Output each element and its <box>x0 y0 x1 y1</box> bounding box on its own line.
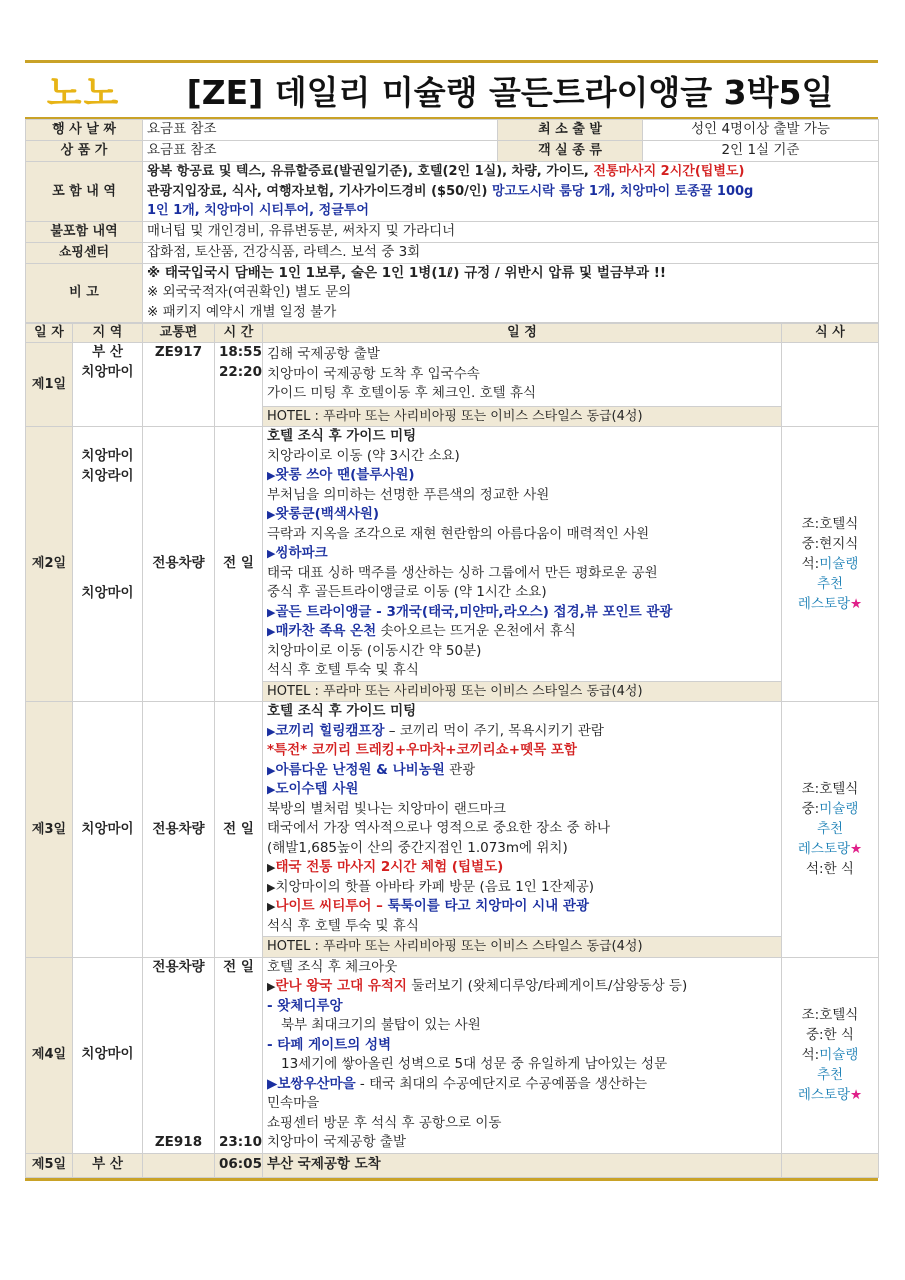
note-line-2: ※ 외국국적자(여권확인) 별도 문의 <box>147 284 352 300</box>
day4-meal-3: 석:미슐랭 <box>801 1047 859 1063</box>
day2-line-8: 태국 대표 싱하 맥주를 생산하는 싱하 그룹에서 만든 평화로운 공원 <box>267 564 658 581</box>
day3-meal <box>782 702 879 958</box>
day4-meal-5: 레스토랑★ <box>797 1087 863 1103</box>
day3-row <box>26 702 879 937</box>
day2-line-1: 호텔 조식 후 가이드 미팅 <box>267 428 417 444</box>
shopping-value: 잡화점, 토산품, 건강식품, 라텍스. 보석 중 3회 <box>143 242 879 263</box>
day1-region-1: 부 산 <box>92 344 123 360</box>
include-label: 포 함 내 역 <box>26 162 143 222</box>
day1-region <box>73 343 143 427</box>
day4-line-5: - 타페 게이트의 성벽 <box>267 1036 392 1053</box>
col-time: 시 간 <box>215 324 263 343</box>
day1-hotel: HOTEL : 푸라마 또는 사리비아핑 또는 이비스 스타일스 동급(4성) <box>263 406 782 427</box>
day5-label: 제5일 <box>26 1153 73 1177</box>
day3-line-4: ▶아름다운 난정원 & 나비농원 관광 <box>267 761 476 778</box>
day4-time-1: 전 일 <box>223 958 254 975</box>
day4-schedule <box>263 957 782 1153</box>
day4-line-2: ▶란나 왕국 고대 유적지 둘러보기 (왓체디루앙/타페게이트/삼왕동상 등) <box>267 978 688 994</box>
brand-logo: 노노 <box>46 72 121 114</box>
include-line-3: 1인 1개, 치앙마이 시티투어, 정글투어 <box>147 203 369 218</box>
exclude-value: 매너팁 및 개인경비, 유류변동분, 써차지 및 가라디너 <box>143 221 879 242</box>
day5-time: 06:05 <box>215 1153 263 1177</box>
shopping-label: 쇼핑센터 <box>26 242 143 263</box>
day1-time-1: 18:55 <box>219 344 262 360</box>
day1-time <box>215 343 263 427</box>
day3-line-6: 북방의 별처럼 빛나는 치앙마이 랜드마크 <box>267 800 506 817</box>
bottom-rule <box>25 1178 878 1181</box>
day2-line-12: 치앙마이로 이동 (이동시간 약 50분) <box>267 642 482 659</box>
bullet-icon: ▶ <box>267 605 276 619</box>
day2-white-temple: 왓롱쿤(백색사원) <box>275 506 380 522</box>
day4-region: 치앙마이 <box>73 957 143 1153</box>
bullet-icon: ▶ <box>267 724 276 738</box>
min-label: 최 소 출 발 <box>498 120 643 141</box>
day4-meal <box>782 957 879 1153</box>
day5-region: 부 산 <box>73 1153 143 1177</box>
day2-hotel: HOTEL : 푸라마 또는 사리비아핑 또는 이비스 스타일스 동급(4성) <box>263 681 782 702</box>
include-mango: 망고도시락 룸당 1개, 치앙마이 토종꿀 100g <box>491 183 754 199</box>
day3-line-12: 석식 후 호텔 투숙 및 휴식 <box>267 917 419 934</box>
day3-schedule <box>263 702 782 937</box>
include-line-2: 관광지입장료, 식사, 여행자보험, 기사가이드경비 ($50/인) <box>147 183 492 199</box>
day2-line-4: 부처님을 의미하는 선명한 푸른색의 정교한 사원 <box>267 486 550 503</box>
day3-line-5 <box>267 780 777 800</box>
day2-row <box>26 427 879 682</box>
day4-transport <box>143 957 215 1153</box>
day3-transport: 전용차량 <box>143 702 215 958</box>
day2-blue-temple: 왓롱 쓰아 땐(블루사원) <box>275 467 415 483</box>
bullet-icon: ▶ <box>267 469 276 482</box>
day4-line-8: 민속마을 <box>267 1095 320 1111</box>
day2-golden-triangle: 골든 트라이앵글 - 3개국(태국,미얀마,라오스) 접경,뷰 포인트 관광 <box>275 603 673 620</box>
header <box>25 63 878 119</box>
bullet-icon: ▶ <box>267 508 276 521</box>
include-value <box>143 162 879 222</box>
star-icon: ★ <box>850 841 863 858</box>
day3-orchid: 아름다운 난정원 & 나비농원 <box>275 761 445 778</box>
day3-region: 치앙마이 <box>73 702 143 958</box>
day4-lanna: 란나 왕국 고대 유적지 <box>275 978 407 994</box>
exclude-label: 불포함 내역 <box>26 221 143 242</box>
day4-label: 제4일 <box>26 957 73 1153</box>
day2-region-1: 치앙마이 <box>81 448 134 464</box>
day5-meal <box>782 1153 879 1177</box>
room-label: 객 실 종 류 <box>498 141 643 162</box>
day3-line-3: *특전* 코끼리 트레킹+우마차+코끼리쇼+뗏목 포함 <box>267 742 577 758</box>
day4-meal-2: 중:한 식 <box>806 1027 854 1043</box>
day3-meal-1: 조:호텔식 <box>801 781 859 798</box>
bullet-icon: ▶ <box>267 783 276 796</box>
day2-hotspring: 매카찬 족욕 온천 <box>275 623 377 639</box>
date-value: 요금표 참조 <box>143 120 498 141</box>
day3-line-11: ▶나이트 씨티투어 – 툭툭이를 타고 치앙마이 시내 관광 <box>267 898 589 914</box>
bullet-icon: ▶ <box>267 900 276 913</box>
day4-meal-1: 조:호텔식 <box>801 1007 859 1023</box>
day3-doi-suthep: 도이수텝 사원 <box>275 781 359 797</box>
col-meal: 식 사 <box>782 324 879 343</box>
day2-schedule <box>263 427 782 682</box>
day3-meal-2: 중:미슐랭 <box>801 801 859 818</box>
day2-meal-2: 중:현지식 <box>801 536 859 552</box>
day3-hotel: HOTEL : 푸라마 또는 사리비아핑 또는 이비스 스타일스 동급(4성) <box>263 937 782 958</box>
day4-transport-2: ZE918 <box>154 1134 203 1150</box>
day3-line-8: (해발1,685높이 산의 중간지점인 1.073m에 위치) <box>267 839 568 856</box>
include-line-1: 왕복 항공료 및 텍스, 유류할증료(발권일기준), 호텔(2인 1실), 차량, 가이드, <box>147 164 594 179</box>
day1-line-1: 김해 국제공항 출발 <box>267 346 380 362</box>
day2-line-2: 치앙라이로 이동 (약 3시간 소요) <box>267 447 460 464</box>
info-table <box>25 119 879 323</box>
day2-transport: 전용차량 <box>143 427 215 702</box>
day1-meal <box>782 343 879 427</box>
day3-massage: 태국 전통 마사지 2시간 체험 (팁별도) <box>275 859 504 875</box>
note-line-3: ※ 패키지 예약시 개별 일정 불가 <box>147 303 337 320</box>
col-transport: 교통편 <box>143 324 215 343</box>
day4-meal-4: 추천 <box>816 1067 844 1083</box>
star-icon: ★ <box>850 596 863 612</box>
day2-meal-5: 레스토랑★ <box>797 596 863 612</box>
day3-line-9 <box>267 858 777 878</box>
day4-line-1: 호텔 조식 후 체크아웃 <box>267 958 398 975</box>
day2-line-5 <box>267 505 777 525</box>
date-label: 행 사 날 짜 <box>26 120 143 141</box>
day2-line-9: 중식 후 골든트라이앵글로 이동 (약 1시간 소요) <box>267 584 547 600</box>
day2-region-3: 치앙마이 <box>81 585 134 601</box>
schedule-header <box>26 324 879 343</box>
include-massage: 전통마사지 2시간(팁별도) <box>593 164 745 179</box>
day4-transport-1: 전용차량 <box>152 958 205 975</box>
day3-line-10: ▶치앙마이의 핫플 아바타 카페 방문 (음료 1인 1잔제공) <box>267 878 595 895</box>
day2-line-13: 석식 후 호텔 투숙 및 휴식 <box>267 662 419 678</box>
col-schedule: 일 정 <box>263 324 782 343</box>
day1-line-3: 가이드 미팅 후 호텔이동 후 체크인. 호텔 휴식 <box>267 385 537 401</box>
bullet-icon: ▶ <box>267 547 276 560</box>
day2-region-2: 치앙라이 <box>81 467 134 484</box>
itinerary-page <box>25 60 878 1181</box>
page-title: [ZE] 데일리 미슐랭 골든트라이앵글 3박5일 <box>186 72 834 112</box>
day2-meal-3: 석:미슐랭 <box>801 556 859 572</box>
schedule-table <box>25 323 879 1178</box>
day2-time: 전 일 <box>215 427 263 702</box>
day3-label: 제3일 <box>26 702 73 958</box>
bullet-icon: ▶ <box>267 980 276 993</box>
bullet-icon: ▶ <box>267 763 276 777</box>
day2-singha-park: 씽하파크 <box>275 545 328 561</box>
day2-hotspring-desc: 솟아오르는 뜨거운 온천에서 휴식 <box>376 623 576 639</box>
col-day: 일 자 <box>26 324 73 343</box>
day2-label: 제2일 <box>26 427 73 702</box>
day4-line-7: ▶보쌍우산마을 - 태국 최대의 수공예단지로 수공예품을 생산하는 <box>267 1075 648 1092</box>
day4-line-6: 13세기에 쌓아올린 성벽으로 5대 성문 중 유일하게 남아있는 성문 <box>281 1056 668 1072</box>
day3-line-7: 태국에서 가장 역사적으로나 영적으로 중요한 장소 중 하나 <box>267 820 611 836</box>
day4-bosang: ▶보쌍우산마을 <box>267 1075 356 1092</box>
day3-night-tour: 나이트 씨티투어 – <box>275 898 383 914</box>
day1-transport: ZE917 <box>143 343 215 427</box>
day2-meal-1: 조:호텔식 <box>801 516 859 532</box>
day2-region <box>73 427 143 702</box>
day3-elephant-camp: 코끼리 힐링캠프장 <box>275 722 385 739</box>
bullet-icon: ▶ <box>267 625 276 638</box>
day3-meal-4: 레스토랑★ <box>797 841 863 858</box>
day3-line-2: ▶코끼리 힐링캠프장 – 코끼리 먹이 주기, 목욕시키기 관람 <box>267 722 604 739</box>
day4-line-4: 북부 최대크기의 불탑이 있는 사원 <box>281 1017 481 1033</box>
room-value: 2인 1실 기준 <box>643 141 879 162</box>
day1-time-2: 22:20 <box>219 363 262 380</box>
col-region: 지 역 <box>73 324 143 343</box>
star-icon: ★ <box>850 1087 863 1103</box>
day1-line-2: 치앙마이 국제공항 도착 후 입국수속 <box>267 365 480 382</box>
day4-line-9: 쇼핑센터 방문 후 석식 후 공항으로 이동 <box>267 1114 502 1131</box>
note-value <box>143 263 879 323</box>
day4-time <box>215 957 263 1153</box>
day1-schedule <box>263 343 782 407</box>
note-label: 비 고 <box>26 263 143 323</box>
day3-time: 전 일 <box>215 702 263 958</box>
day5-transport <box>143 1153 215 1177</box>
day2-line-6: 극락과 지옥을 조각으로 재현 현란함의 아름다움이 매력적인 사원 <box>267 525 650 542</box>
day3-meal-3: 추천 <box>816 821 844 838</box>
bullet-icon: ▶ <box>267 861 276 874</box>
bullet-icon: ▶ <box>267 880 276 894</box>
day5-row <box>26 1153 879 1177</box>
day4-line-10: 치앙마이 국제공항 출발 <box>267 1134 406 1150</box>
day3-line-1: 호텔 조식 후 가이드 미팅 <box>267 703 417 719</box>
day2-line-3 <box>267 466 777 486</box>
day5-schedule: 부산 국제공항 도착 <box>263 1153 782 1177</box>
note-line-1: ※ 태국입국시 담배는 1인 1보루, 술은 1인 1병(1ℓ) 규정 / 위반시 압류 및 벌금부과 !! <box>147 264 667 281</box>
min-value: 성인 4명이상 출발 가능 <box>643 120 879 141</box>
day1-label: 제1일 <box>26 343 73 427</box>
day4-time-2: 23:10 <box>219 1134 262 1150</box>
day1-row <box>26 343 879 407</box>
day3-meal-5: 석:한 식 <box>806 861 854 878</box>
day4-line-3: - 왓체디루앙 <box>267 997 343 1014</box>
price-value: 요금표 참조 <box>143 141 498 162</box>
day2-line-7 <box>267 544 777 564</box>
day2-line-11 <box>267 622 777 642</box>
day4-row <box>26 957 879 1153</box>
day2-meal <box>782 427 879 702</box>
day1-region-2: 치앙마이 <box>81 363 134 380</box>
price-label: 상 품 가 <box>26 141 143 162</box>
day2-line-10 <box>267 603 777 623</box>
day2-meal-4: 추천 <box>816 576 844 592</box>
